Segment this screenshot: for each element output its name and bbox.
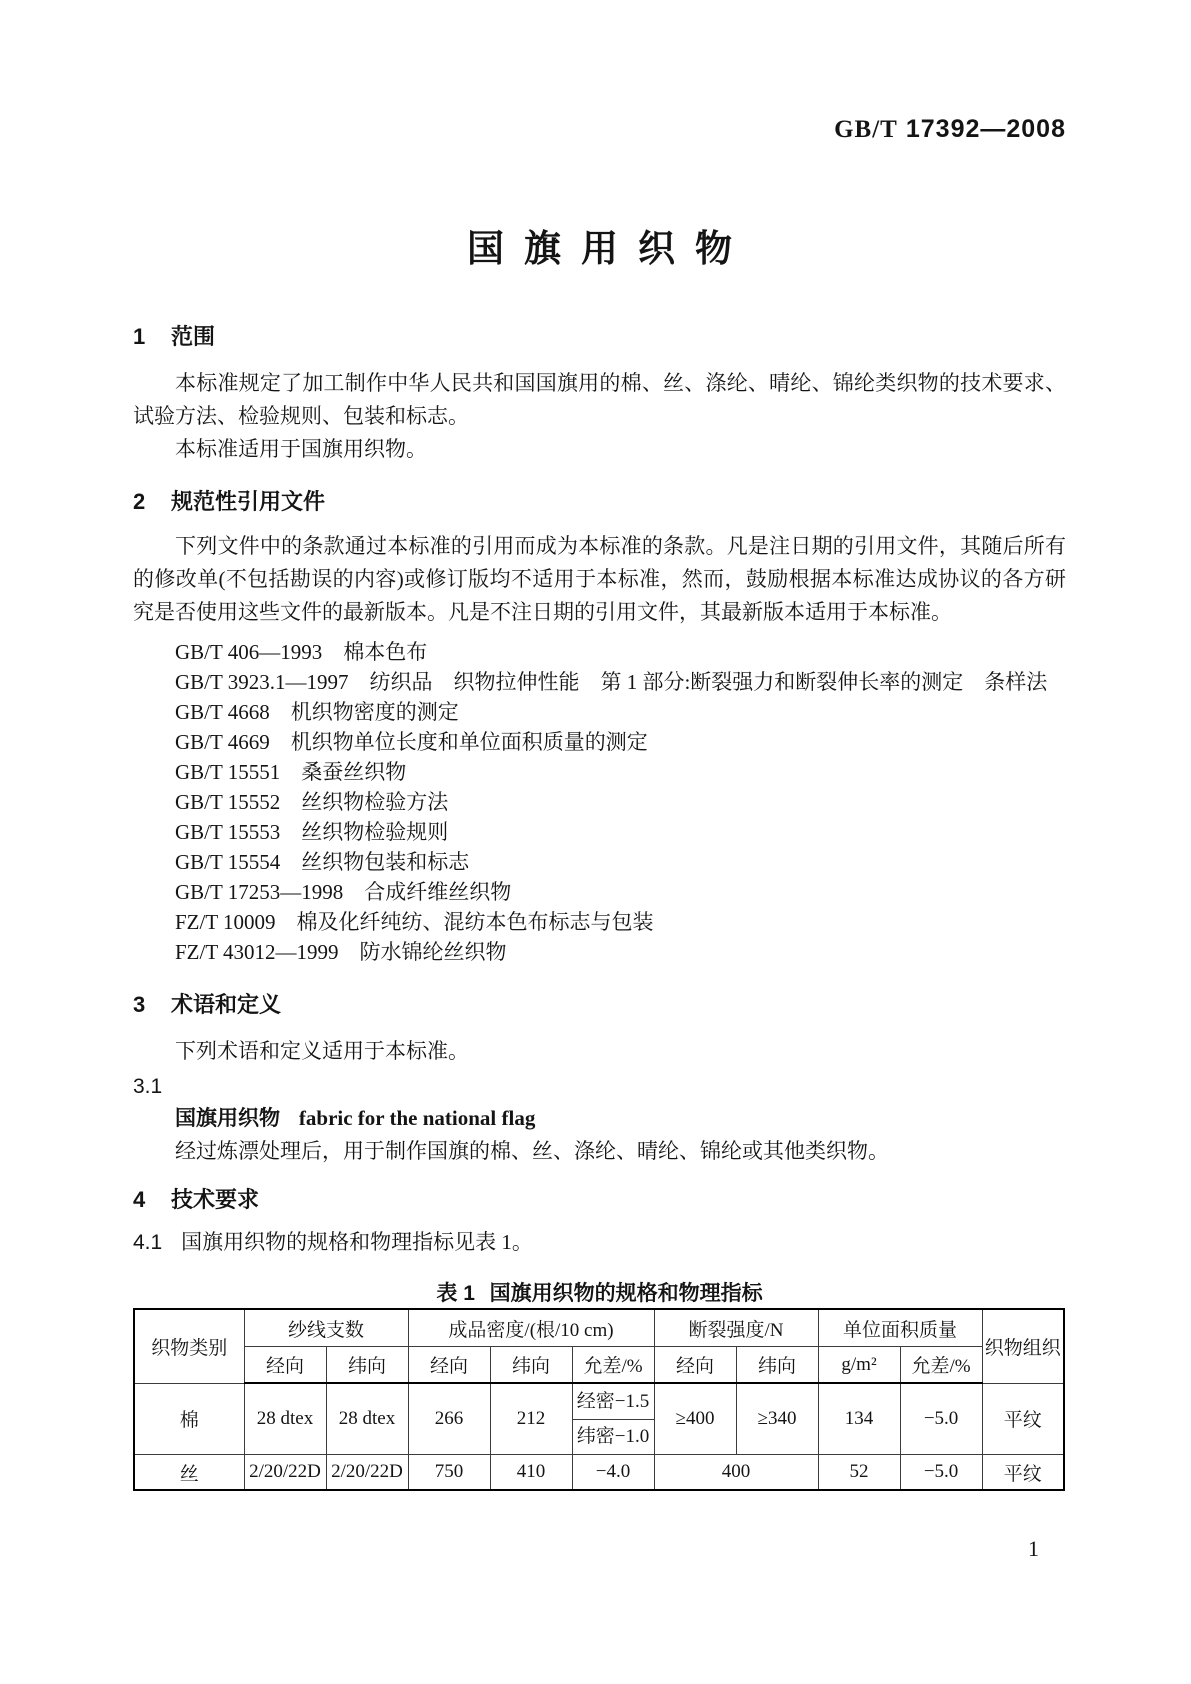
section-1-heading xyxy=(133,323,1066,351)
section-2-title: 规范性引用文件 xyxy=(171,489,326,514)
term-definition-text: 经过炼漂处理后，用于制作国旗的棉、丝、涤纶、晴纶、锦纶或其他类织物。 xyxy=(175,1139,889,1163)
standard-code xyxy=(133,114,1066,145)
header-strength-weft: 纬向 xyxy=(736,1347,818,1384)
reference-item-5: GB/T 15551 桑蚕丝织物 xyxy=(175,760,407,784)
cell-cotton-strength-warp: ≥400 xyxy=(654,1383,736,1455)
header-mass-per-area-group: 单位面积质量 xyxy=(818,1309,982,1347)
table-1 xyxy=(133,1308,1065,1491)
clause-3-1-number: 3.1 xyxy=(133,1075,163,1098)
cell-cotton-weave: 平纹 xyxy=(982,1383,1064,1455)
cell-silk-yarn-warp: 2/20/22D xyxy=(244,1455,326,1491)
header-density-weft: 纬向 xyxy=(490,1347,572,1384)
table-1-caption-text: 国旗用织物的规格和物理指标 xyxy=(489,1282,763,1305)
section-1-number: 1 xyxy=(133,324,146,349)
cell-silk-weave: 平纹 xyxy=(982,1455,1064,1491)
cell-silk-strength: 400 xyxy=(654,1455,818,1491)
section-4-title: 技术要求 xyxy=(171,1187,260,1212)
reference-item-4: GB/T 4669 机织物单位长度和单位面积质量的测定 xyxy=(175,730,648,754)
cell-silk-density-warp: 750 xyxy=(408,1455,490,1491)
section-1-paragraph-2: 本标准适用于国旗用织物。 xyxy=(175,437,427,461)
cell-cotton-density-warp: 266 xyxy=(408,1383,490,1455)
header-mass-tolerance: 允差/% xyxy=(900,1347,982,1384)
table-header-row-1 xyxy=(134,1309,1064,1347)
term-chinese: 国旗用织物 xyxy=(175,1107,280,1130)
document-title: 国旗用织物 xyxy=(467,228,752,269)
section-3-paragraph-1: 下列术语和定义适用于本标准。 xyxy=(175,1039,469,1063)
cell-cotton-density-tolerance xyxy=(572,1383,654,1455)
section-4-number: 4 xyxy=(133,1187,146,1212)
header-strength-warp: 经向 xyxy=(654,1347,736,1384)
reference-item-1: GB/T 406—1993 棉本色布 xyxy=(175,640,428,664)
table-row-cotton xyxy=(134,1383,1064,1455)
reference-item-2: GB/T 3923.1—1997 纺织品 织物拉伸性能 第 1 部分:断裂强力和断裂伸长率的测定 条样法 xyxy=(175,670,1048,694)
table-1-caption xyxy=(133,1280,1066,1308)
table-1-caption-label: 表 1 xyxy=(436,1282,475,1305)
table-row-silk xyxy=(134,1455,1064,1491)
cell-silk-density-tolerance: −4.0 xyxy=(572,1455,654,1491)
clause-4-1-number: 4.1 xyxy=(133,1231,163,1254)
clause-4-1 xyxy=(133,1226,1066,1259)
standard-code-number: 17392—2008 xyxy=(905,115,1066,143)
header-density-warp: 经向 xyxy=(408,1347,490,1384)
reference-item-9: GB/T 17253—1998 合成纤维丝织物 xyxy=(175,880,512,904)
reference-item-11: FZ/T 43012—1999 防水锦纶丝织物 xyxy=(175,940,507,964)
header-density-tolerance: 允差/% xyxy=(572,1347,654,1384)
term-definition-heading xyxy=(133,1102,1066,1135)
term-english: fabric for the national flag xyxy=(298,1106,536,1130)
header-yarn-warp: 经向 xyxy=(244,1347,326,1384)
table-header-row-2 xyxy=(134,1347,1064,1384)
reference-item-8: GB/T 15554 丝织物包装和标志 xyxy=(175,850,470,874)
cell-cotton-mass-tolerance: −5.0 xyxy=(900,1383,982,1455)
cell-cotton-category: 棉 xyxy=(134,1383,244,1455)
section-1-title: 范围 xyxy=(171,324,216,349)
cell-silk-category: 丝 xyxy=(134,1455,244,1491)
cell-cotton-tolerance-warp: 经密−1.5 xyxy=(573,1385,654,1420)
cell-cotton-tolerance-weft: 纬密−1.0 xyxy=(576,1425,650,1447)
section-4-heading xyxy=(133,1186,1066,1214)
cell-silk-mass: 52 xyxy=(818,1455,900,1491)
section-3-heading xyxy=(133,991,1066,1019)
header-yarn-count-group: 纱线支数 xyxy=(244,1309,408,1347)
reference-item-6: GB/T 15552 丝织物检验方法 xyxy=(175,790,449,814)
header-yarn-weft: 纬向 xyxy=(326,1347,408,1384)
cell-cotton-yarn-warp: 28 dtex xyxy=(244,1383,326,1455)
header-breaking-strength-group: 断裂强度/N xyxy=(654,1309,818,1347)
clause-4-1-text: 国旗用织物的规格和物理指标见表 1。 xyxy=(181,1230,533,1254)
cell-silk-density-weft: 410 xyxy=(490,1455,572,1491)
cell-cotton-mass: 134 xyxy=(818,1383,900,1455)
section-2-paragraph-1: 下列文件中的条款通过本标准的引用而成为本标准的条款。凡是注日期的引用文件，其随后所有的修改单(不包括勘误的内容)或修订版均不适用于本标准，然而，鼓励根据本标准达成协议的各方研究是否使用这些文件的最新版本。凡是不注日期的引用文件，其最新版本适用于本标准。 xyxy=(133,534,1066,624)
cell-silk-mass-tolerance: −5.0 xyxy=(900,1455,982,1491)
standard-code-prefix: GB/T xyxy=(834,116,898,143)
section-3-number: 3 xyxy=(133,992,146,1017)
reference-item-3: GB/T 4668 机织物密度的测定 xyxy=(175,700,459,724)
header-fabric-category: 织物类别 xyxy=(134,1309,244,1383)
normative-references-list xyxy=(133,637,1066,967)
section-3-title: 术语和定义 xyxy=(171,992,282,1017)
section-2-heading xyxy=(133,488,1066,516)
cell-cotton-yarn-weft: 28 dtex xyxy=(326,1383,408,1455)
header-weave-structure: 织物组织 xyxy=(982,1309,1064,1383)
section-1-paragraph-1: 本标准规定了加工制作中华人民共和国国旗用的棉、丝、涤纶、晴纶、锦纶类织物的技术要求、试验方法、检验规则、包装和标志。 xyxy=(133,371,1066,428)
header-finished-density-group: 成品密度/(根/10 cm) xyxy=(408,1309,654,1347)
header-grams-per-square-meter: g/m² xyxy=(818,1347,900,1384)
cell-cotton-density-weft: 212 xyxy=(490,1383,572,1455)
page-content xyxy=(133,0,1066,1491)
page-number: 1 xyxy=(1028,1536,1039,1561)
cell-cotton-strength-weft: ≥340 xyxy=(736,1383,818,1455)
reference-item-10: FZ/T 10009 棉及化纤纯纺、混纺本色布标志与包装 xyxy=(175,910,654,934)
reference-item-7: GB/T 15553 丝织物检验规则 xyxy=(175,820,449,844)
section-2-number: 2 xyxy=(133,489,146,514)
cell-silk-yarn-weft: 2/20/22D xyxy=(326,1455,408,1491)
